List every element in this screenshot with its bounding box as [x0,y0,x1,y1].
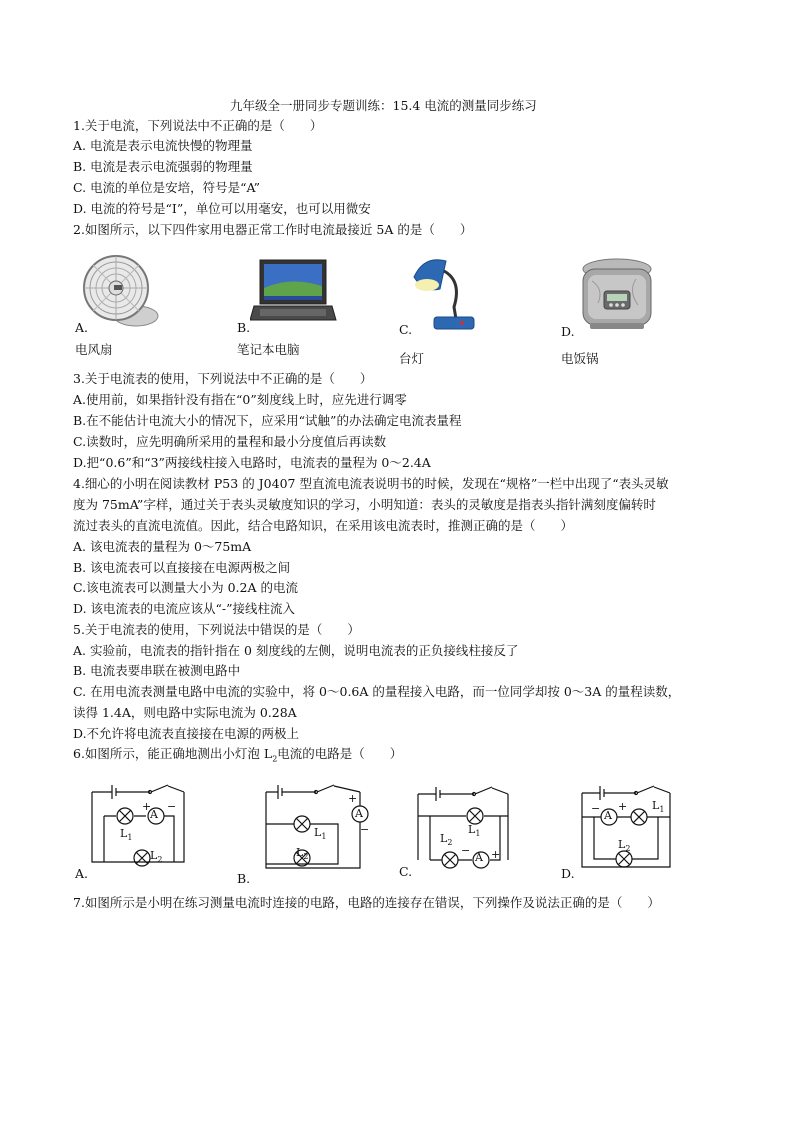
circuit-b-plus: + [348,792,358,805]
q1-option-c[interactable]: C. 电流的单位是安培，符号是“A” [73,180,261,195]
circuit-d-label-l2: $L_2$ [618,838,631,854]
q1-option-b[interactable]: B. 电流是表示电流强弱的物理量 [73,159,253,174]
circuit-d-minus: − [591,802,601,815]
circuit-a-plus: + [142,800,152,813]
rice-cooker-image [578,255,656,333]
circuit-a-minus: − [167,800,177,813]
circuit-diagram-b [252,774,372,878]
q2-stem: 2.如图所示，以下四件家用电器正常工作时电流最接近 5A 的是（ ） [73,222,473,237]
q3-option-d[interactable]: D.把“0.6”和“3”两接线柱接入电路时，电流表的量程为 0～2.4A [73,455,431,470]
q4-stem-line2: 度为 75mA”字样，通过关于表头灵敏度知识的学习，小明知道：表头的灵敏度是指表头指针满刻度偏转时 [73,497,656,512]
circuit-b-label-l1: $L_1$ [314,826,327,842]
circuit-d-ammeter: A [604,809,612,822]
q4-stem-line1: 4.细心的小明在阅读教材 P53 的 J0407 型直流电流表说明书的时候，发现在“规格”一栏中出现了“表头灵敏 [73,476,669,491]
q4-option-a[interactable]: A. 该电流表的量程为 0～75mA [73,539,252,554]
circuit-c-ammeter: A [475,851,483,864]
q3-stem: 3.关于电流表的使用，下列说法中不正确的是（ ） [73,371,373,386]
q5-option-c-line1[interactable]: C. 在用电流表测量电路中电流的实验中，将 0～0.6A 的量程接入电路，而一位同学却按 0～3A 的量程读数， [73,684,681,699]
q2-option-a-name: 电风扇 [75,342,113,357]
electric-fan-image [78,252,162,332]
q6-option-a[interactable]: A. [75,866,89,881]
circuit-d-label-l1: $L_1$ [652,799,665,815]
q2-option-d-letter[interactable]: D. [561,324,575,339]
circuit-b-label-l2: $L_2$ [296,846,309,862]
q2-option-b-name: 笔记本电脑 [237,342,300,357]
circuit-c-label-l2: $L_2$ [440,832,453,848]
circuit-b-minus: − [360,823,370,836]
q6-option-d[interactable]: D. [561,866,575,881]
circuit-diagram-c [414,780,514,880]
q5-stem: 5.关于电流表的使用，下列说法中错误的是（ ） [73,622,360,637]
q2-option-a-letter[interactable]: A. [75,320,89,335]
q6-option-b[interactable]: B. [237,871,251,886]
q1-option-a[interactable]: A. 电流是表示电流快慢的物理量 [73,138,253,153]
circuit-diagram-d [578,777,678,877]
q5-option-c-line2: 读得 1.4A，则电路中实际电流为 0.28A [73,705,297,720]
circuit-a-label-l1: $L_1$ [120,827,133,843]
circuit-d-plus: + [618,800,628,813]
q5-option-a[interactable]: A. 实验前，电流表的指针指在 0 刻度线的左侧，说明电流表的正负接线柱接反了 [73,643,519,658]
circuit-a-ammeter: A [150,808,158,821]
desk-lamp-image [410,253,476,335]
circuit-c-label-l1: $L_1$ [468,823,481,839]
q1-stem: 1.关于电流，下列说法中不正确的是（ ） [73,118,323,133]
q6-option-c[interactable]: C. [399,864,413,879]
q7-stem: 7.如图所示是小明在练习测量电流时连接的电路，电路的连接存在错误，下列操作及说法正确的是（ ） [73,895,660,910]
circuit-diagram-a [88,774,188,874]
laptop-image [250,258,338,330]
q3-option-c[interactable]: C.读数时，应先明确所采用的量程和最小分度值后再读数 [73,434,387,449]
circuit-b-ammeter: A [355,807,363,820]
q5-option-d[interactable]: D.不允许将电流表直接接在电源的两极上 [73,726,300,741]
q3-option-b[interactable]: B.在不能估计电流大小的情况下，应采用“试触”的办法确定电流表量程 [73,413,462,428]
circuit-c-plus: + [491,848,501,861]
q4-option-d[interactable]: D. 该电流表的电流应该从“-”接线柱流入 [73,601,296,616]
q3-option-a[interactable]: A.使用前，如果指针没有指在“0”刻度线上时，应先进行调零 [73,392,407,407]
q2-option-c-letter[interactable]: C. [399,322,413,337]
circuit-c-minus: − [461,844,471,857]
q4-option-c[interactable]: C.该电流表可以测量大小为 0.2A 的电流 [73,580,298,595]
page-title: 九年级全一册同步专题训练：15.4 电流的测量同步练习 [230,98,537,113]
q4-option-b[interactable]: B. 该电流表可以直接接在电源两极之间 [73,560,291,575]
q2-option-c-name: 台灯 [399,351,425,366]
q5-option-b[interactable]: B. 电流表要串联在被测电路中 [73,663,241,678]
q4-stem-line3: 流过表头的直流电流值。因此，结合电路知识，在采用该电流表时，推测正确的是（ ） [73,518,574,533]
circuit-a-label-l2: $L_2$ [150,849,163,865]
q1-option-d[interactable]: D. 电流的符号是“I”，单位可以用毫安，也可以用微安 [73,201,371,216]
q6-stem: 6.如图所示，能正确地测出小灯泡 $L_2$电流的电路是（ ） [73,746,403,764]
q2-option-d-name: 电饭锅 [561,351,599,366]
q2-option-b-letter[interactable]: B. [237,320,251,335]
